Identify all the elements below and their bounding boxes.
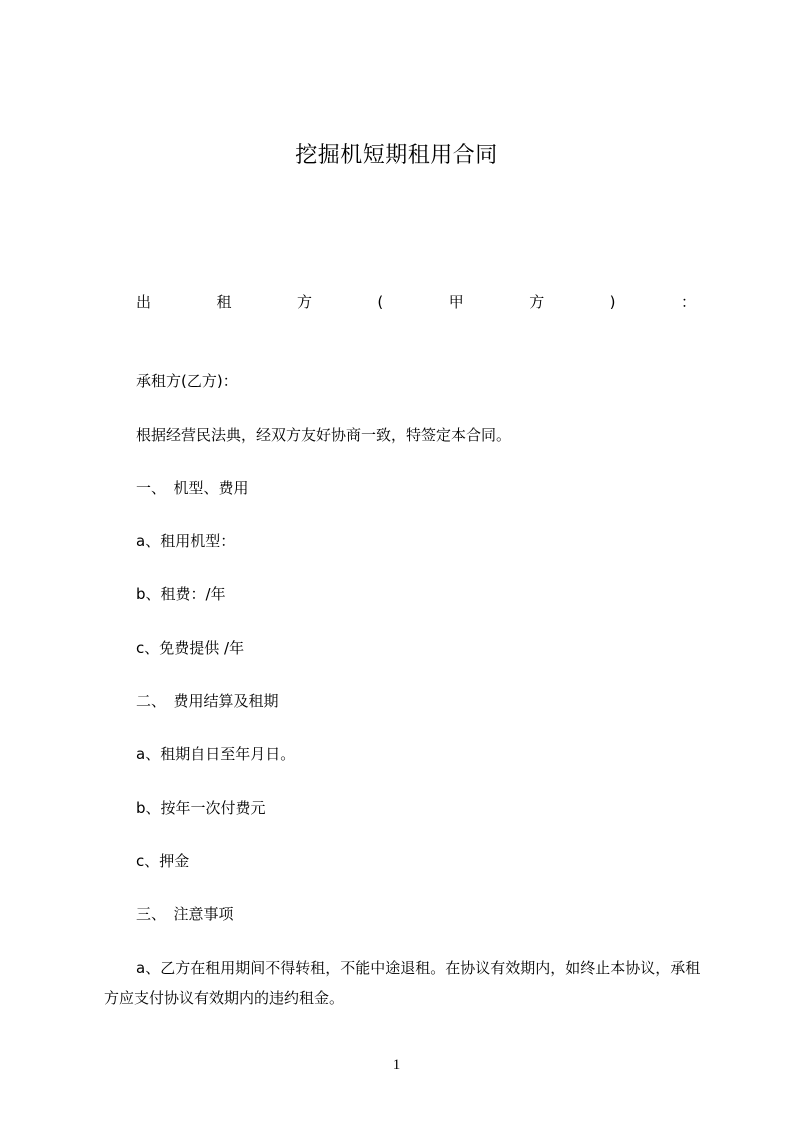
lessor-char: 租 — [216, 293, 232, 311]
document-title: 挖掘机短期租用合同 — [295, 143, 498, 168]
clause-item: b、租费：/年 — [136, 585, 226, 603]
lessor-char: ( — [377, 293, 384, 311]
clause-paragraph: a、乙方在租用期间不得转租，不能中途退租。在协议有效期内，如终止本协议，承租方应支付协议有效期内的违约租金。 — [104, 959, 701, 1007]
clause-item: b、按年一次付费元 — [136, 799, 266, 817]
lessor-char: 方 — [296, 293, 312, 311]
clause-item: c、押金 — [136, 852, 190, 870]
lessor-char: 甲 — [448, 293, 464, 311]
lessor-char: ： — [680, 293, 696, 311]
page-number: 1 — [392, 1057, 401, 1073]
clause-item: a、租用机型： — [136, 532, 236, 550]
section-heading: 一、 机型、费用 — [136, 479, 249, 497]
lessee-line: 承租方(乙方)： — [136, 372, 238, 390]
lessor-char: 出 — [136, 293, 152, 311]
preamble-paragraph: 根据经营民法典，经双方友好协商一致，特签定本合同。 — [136, 426, 512, 444]
lessor-char: 方 — [529, 293, 545, 311]
lessor-line — [136, 290, 696, 314]
lessor-char: ) — [609, 293, 616, 311]
clause-item: c、免费提供 /年 — [136, 639, 245, 657]
section-heading: 二、 费用结算及租期 — [136, 692, 279, 710]
section-heading: 三、 注意事项 — [136, 905, 234, 923]
clause-item: a、租期自日至年月日。 — [136, 745, 296, 763]
